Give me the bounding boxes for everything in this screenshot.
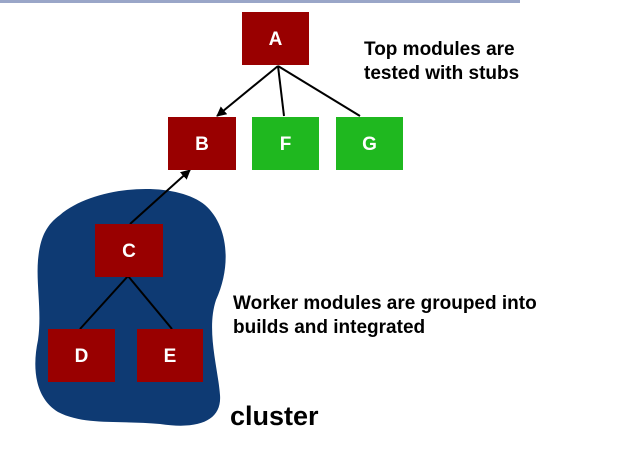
node-c-label: C [122, 241, 136, 262]
edge-a-g [278, 66, 360, 116]
node-g-label: G [362, 134, 377, 155]
caption-top-line-1: Top modules are [364, 39, 515, 60]
node-c [95, 224, 163, 277]
caption-cluster: cluster [230, 401, 319, 431]
caption-top-line-2: tested with stubs [364, 63, 520, 84]
node-g [336, 117, 403, 170]
node-f-label: F [279, 134, 292, 155]
node-f [252, 117, 319, 170]
node-d [48, 329, 115, 382]
node-d-label: D [74, 346, 89, 367]
caption-top-modules [364, 38, 519, 86]
caption-worker-line-2: builds and integrated [233, 317, 426, 338]
node-e-label: E [163, 346, 177, 367]
edge-a-f [278, 66, 284, 116]
edge-a-b [217, 66, 278, 116]
node-a [242, 12, 309, 65]
node-e [137, 329, 203, 382]
node-b-label: B [195, 134, 209, 155]
node-b [168, 117, 236, 170]
caption-worker-modules [233, 292, 537, 340]
caption-worker-line-1: Worker modules are grouped into [233, 293, 537, 314]
node-a-label: A [268, 29, 283, 50]
